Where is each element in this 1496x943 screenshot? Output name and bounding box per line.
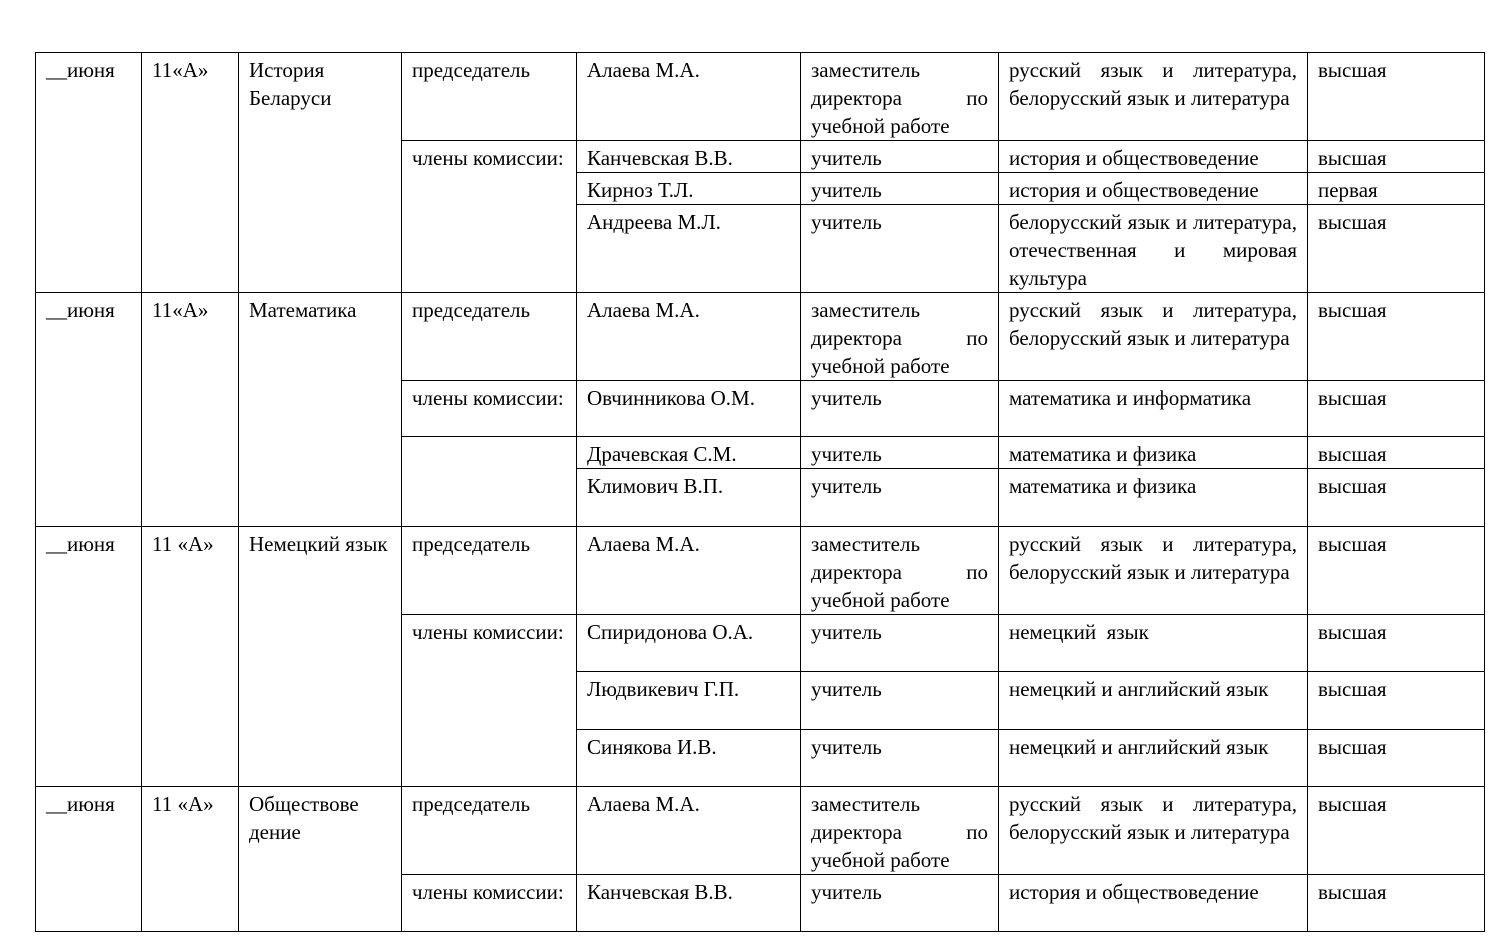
members-label: члены комиссии: <box>402 381 577 437</box>
chair-role: председатель <box>402 527 577 615</box>
member-specialty: история и обществоведение <box>999 173 1308 205</box>
member-position: учитель <box>801 381 999 437</box>
member-specialty: немецкий язык <box>999 615 1308 672</box>
member-name: Канчевская В.В. <box>577 875 801 932</box>
member-name: Людвикевич Г.П. <box>577 672 801 730</box>
exam-date: __июня <box>36 527 142 787</box>
member-name: Синякова И.В. <box>577 730 801 787</box>
member-position: учитель <box>801 730 999 787</box>
member-name: Климович В.П. <box>577 469 801 527</box>
member-specialty: немецкий и английский язык <box>999 730 1308 787</box>
member-specialty: история и обществоведение <box>999 141 1308 173</box>
members-label: члены комиссии: <box>402 615 577 787</box>
member-category: высшая <box>1308 469 1485 527</box>
member-position: учитель <box>801 469 999 527</box>
member-position: учитель <box>801 437 999 469</box>
members-label: члены комиссии: <box>402 141 577 293</box>
chair-position: заместитель директора по учебной работе <box>801 293 999 381</box>
member-category: высшая <box>1308 381 1485 437</box>
member-name: Овчинникова О.М. <box>577 381 801 437</box>
member-category: высшая <box>1308 875 1485 932</box>
chair-role: председатель <box>402 53 577 141</box>
member-category: высшая <box>1308 672 1485 730</box>
table-row <box>36 293 1485 381</box>
member-specialty: математика и физика <box>999 469 1308 527</box>
member-name: Канчевская В.В. <box>577 141 801 173</box>
exam-date: __июня <box>36 293 142 527</box>
member-name: Андреева М.Л. <box>577 205 801 293</box>
member-name: Кирноз Т.Л. <box>577 173 801 205</box>
member-category: первая <box>1308 173 1485 205</box>
member-category: высшая <box>1308 205 1485 293</box>
subject-name: Обществове дение <box>239 787 402 932</box>
chair-category: высшая <box>1308 787 1485 875</box>
member-specialty: история и обществоведение <box>999 875 1308 932</box>
chair-specialty: русский язык и литература, белорусский язык и литература <box>999 293 1308 381</box>
member-position: учитель <box>801 672 999 730</box>
member-position: учитель <box>801 615 999 672</box>
class-name: 11«А» <box>142 53 239 293</box>
member-specialty: математика и физика <box>999 437 1308 469</box>
subject-name: Математика <box>239 293 402 527</box>
subject-name: История Беларуси <box>239 53 402 293</box>
members-label-empty <box>402 437 577 527</box>
chair-name: Алаева М.А. <box>577 293 801 381</box>
commission-table <box>35 52 1485 932</box>
member-category: высшая <box>1308 141 1485 173</box>
members-label: члены комиссии: <box>402 875 577 932</box>
chair-role: председатель <box>402 787 577 875</box>
member-specialty: математика и информатика <box>999 381 1308 437</box>
member-position: учитель <box>801 141 999 173</box>
member-specialty: немецкий и английский язык <box>999 672 1308 730</box>
chair-position: заместитель директора по учебной работе <box>801 527 999 615</box>
table-row <box>36 527 1485 615</box>
chair-specialty: русский язык и литература, белорусский язык и литература <box>999 787 1308 875</box>
member-category: высшая <box>1308 615 1485 672</box>
chair-position: заместитель директора по учебной работе <box>801 787 999 875</box>
member-name: Спиридонова О.А. <box>577 615 801 672</box>
chair-name: Алаева М.А. <box>577 53 801 141</box>
member-position: учитель <box>801 205 999 293</box>
subject-name: Немецкий язык <box>239 527 402 787</box>
member-name: Драчевская С.М. <box>577 437 801 469</box>
member-specialty: белорусский язык и литература, отечественная и мировая культура <box>999 205 1308 293</box>
member-category: высшая <box>1308 437 1485 469</box>
chair-specialty: русский язык и литература, белорусский язык и литература <box>999 527 1308 615</box>
chair-category: высшая <box>1308 527 1485 615</box>
chair-category: высшая <box>1308 53 1485 141</box>
chair-position: заместитель директора по учебной работе <box>801 53 999 141</box>
exam-date: __июня <box>36 53 142 293</box>
table-row <box>36 787 1485 875</box>
member-position: учитель <box>801 173 999 205</box>
member-position: учитель <box>801 875 999 932</box>
chair-specialty: русский язык и литература, белорусский язык и литература <box>999 53 1308 141</box>
class-name: 11«А» <box>142 293 239 527</box>
class-name: 11 «А» <box>142 787 239 932</box>
chair-role: председатель <box>402 293 577 381</box>
member-category: высшая <box>1308 730 1485 787</box>
chair-name: Алаева М.А. <box>577 787 801 875</box>
table-row <box>36 53 1485 141</box>
chair-category: высшая <box>1308 293 1485 381</box>
class-name: 11 «А» <box>142 527 239 787</box>
chair-name: Алаева М.А. <box>577 527 801 615</box>
exam-date: __июня <box>36 787 142 932</box>
